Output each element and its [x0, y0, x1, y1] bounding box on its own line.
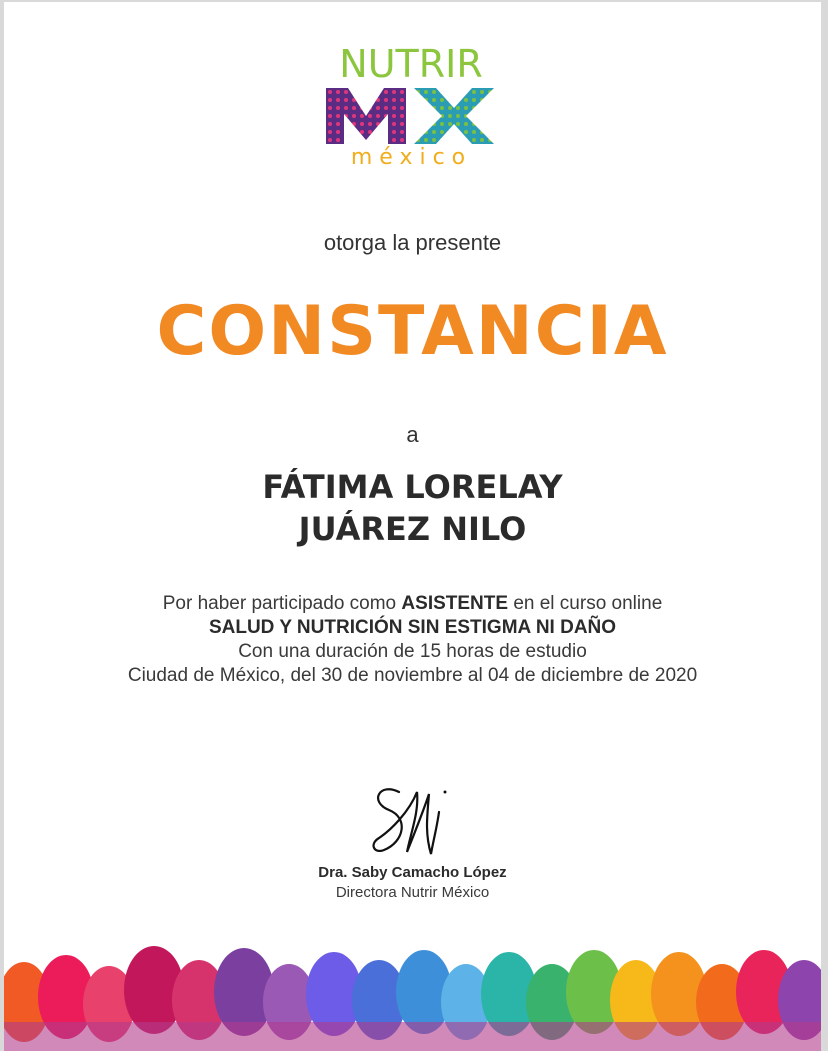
logo-mexico-text: méxico — [350, 145, 473, 170]
participation-line — [4, 592, 821, 616]
duration-line: Con una duración de 15 horas de estudio — [238, 641, 587, 662]
certificate-body — [4, 592, 821, 688]
participation-prefix: Por haber participado como — [162, 593, 397, 614]
certificate-title: CONSTANCIA — [156, 292, 669, 371]
course-name: SALUD Y NUTRICIÓN SIN ESTIGMA NI DAÑO — [208, 617, 617, 638]
people-silhouettes-icon — [4, 942, 821, 1051]
intro-text: otorga la presente — [323, 230, 502, 255]
participation-suffix: en el curso online — [513, 593, 663, 614]
logo-nutrir-text: NUTRIR — [339, 42, 483, 86]
recipient-name-line2: JUÁREZ NILO — [298, 510, 527, 548]
recipient-name — [4, 466, 821, 550]
participation-role: ASISTENTE — [401, 593, 509, 614]
certificate-page — [4, 2, 821, 1051]
recipient-name-line1: FÁTIMA LORELAY — [262, 468, 563, 506]
logo-mx-icon — [326, 88, 496, 144]
connector-text: a — [406, 422, 419, 447]
signatory-role: Directora Nutrir México — [335, 884, 490, 901]
signature-icon — [359, 772, 469, 862]
place-dates-line: Ciudad de México, del 30 de noviembre al 04 de diciembre de 2020 — [127, 665, 698, 686]
signatory-name: Dra. Saby Camacho López — [318, 864, 507, 881]
